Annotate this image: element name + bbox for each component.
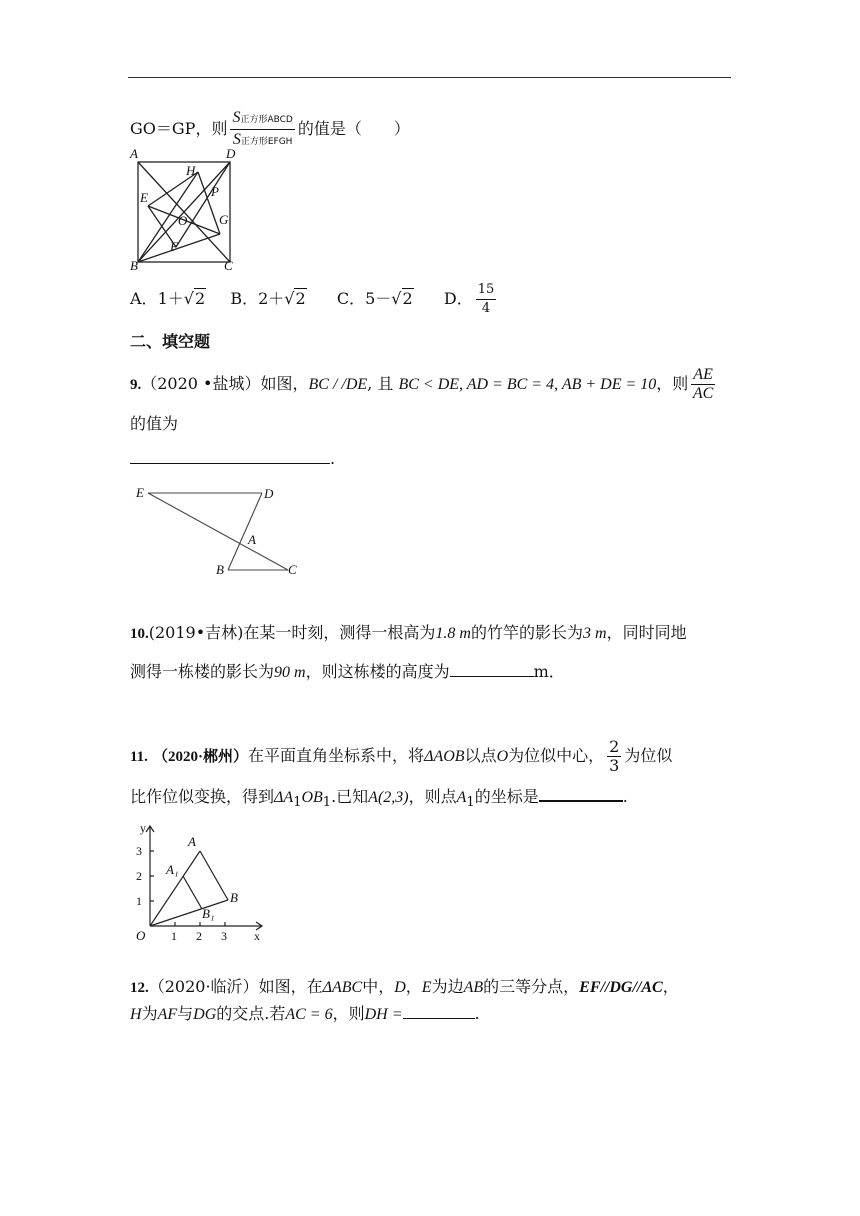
section-title: 二、填空题 <box>130 332 211 351</box>
q9-answer-blank[interactable] <box>130 449 330 464</box>
q9-figure <box>128 478 308 578</box>
q8-label-d: D <box>226 146 236 161</box>
q8-square-figure <box>128 144 240 272</box>
q8-label-a: A <box>130 146 138 161</box>
q8-label-h: H <box>186 163 196 178</box>
q8-label-e: E <box>140 190 148 205</box>
q8-label-g: G <box>219 212 229 227</box>
q8-label-p: P <box>211 184 219 199</box>
q11-label-a1: A₁ <box>166 862 179 877</box>
q11-axis-o: O <box>136 928 146 943</box>
q11-line2: 比作位似变换，得到$\Delta A_1OB_1$.已知A(2,3)，则点$A_1$的坐标是 . <box>130 787 628 811</box>
q11-label-b: B <box>230 890 238 905</box>
q9-stem: 9.（2020 •盐城）如图，BC / /DE, 且 BC < DE, AD = BC = 4, AB + DE = 10，则 $\frac{AE}{AC}$ <box>130 366 714 402</box>
q11-ytick-3: 3 <box>136 844 142 858</box>
q11-answer-blank[interactable] <box>539 786 623 802</box>
q11-ytick-1: 1 <box>136 894 142 908</box>
q10-line1: 10.(2019•吉林)在某一时刻，测得一根高为1.8 m的竹竿的影长为3 m，同时同地 <box>130 623 687 642</box>
q11-xtick-2: 2 <box>196 929 202 943</box>
q11-axis-y: y <box>140 821 146 835</box>
q11-axis-x: x <box>254 929 260 943</box>
q8-option-b[interactable]: B．2＋√2 <box>230 289 306 308</box>
q8-option-a[interactable]: A．1＋√2 <box>130 289 206 308</box>
header-rule <box>128 77 731 78</box>
q8-label-b: B <box>130 258 138 272</box>
q8-stem: GO＝GP，则 $\frac{\text{S正方形ABCD}}{\text{S正方形EFGH}}$ 的值是（ ） <box>130 108 410 151</box>
q8-option-c[interactable]: C．5－√2 <box>336 289 413 308</box>
q9-label-c: C <box>288 562 297 577</box>
q12-line2: H为AF与DG的交点.若AC = 6，则DH = . <box>130 1004 480 1023</box>
q8-label-o: O <box>178 213 188 228</box>
q9-label-a: A <box>248 532 256 547</box>
q9-label-d: D <box>264 486 274 501</box>
q11-label-b1: B₁ <box>202 906 215 921</box>
q11-coordinate-figure <box>128 820 270 948</box>
q12-answer-blank[interactable] <box>403 1004 475 1019</box>
q9-answer-line: . <box>130 448 335 470</box>
q9-label-e: E <box>136 485 144 500</box>
q8-label-c: C <box>224 258 233 272</box>
q8-options <box>130 281 499 318</box>
q11-label-a: A <box>188 834 196 849</box>
q9-line2: 的值为 <box>130 414 179 433</box>
q8-option-d[interactable]: D． $\frac{15}{4}$ <box>443 282 495 316</box>
q11-ytick-2: 2 <box>136 869 142 883</box>
q10-answer-blank[interactable] <box>450 662 534 677</box>
q11-xtick-1: 1 <box>171 929 177 943</box>
q11-xtick-3: 3 <box>221 929 227 943</box>
q10-line2: 测得一栋楼的影长为90 m，则这栋楼的高度为 m． <box>130 662 565 681</box>
q11-line1: 11. （2020·郴州）在平面直角坐标系中，将ΔAOB以点O为位似中心， $\frac{2}{3}$ 为位似 <box>130 737 673 775</box>
q8-ratio-fraction: $\frac{\text{S正方形ABCD}}{\text{S正方形EFGH}}$ <box>232 109 293 148</box>
q9-label-b: B <box>216 562 224 577</box>
q8-label-f: F <box>170 239 178 254</box>
q12-line1: 12.（2020·临沂）如图，在ΔABC中，D，E为边AB的三等分点，EF//DG//AC， <box>130 977 679 996</box>
